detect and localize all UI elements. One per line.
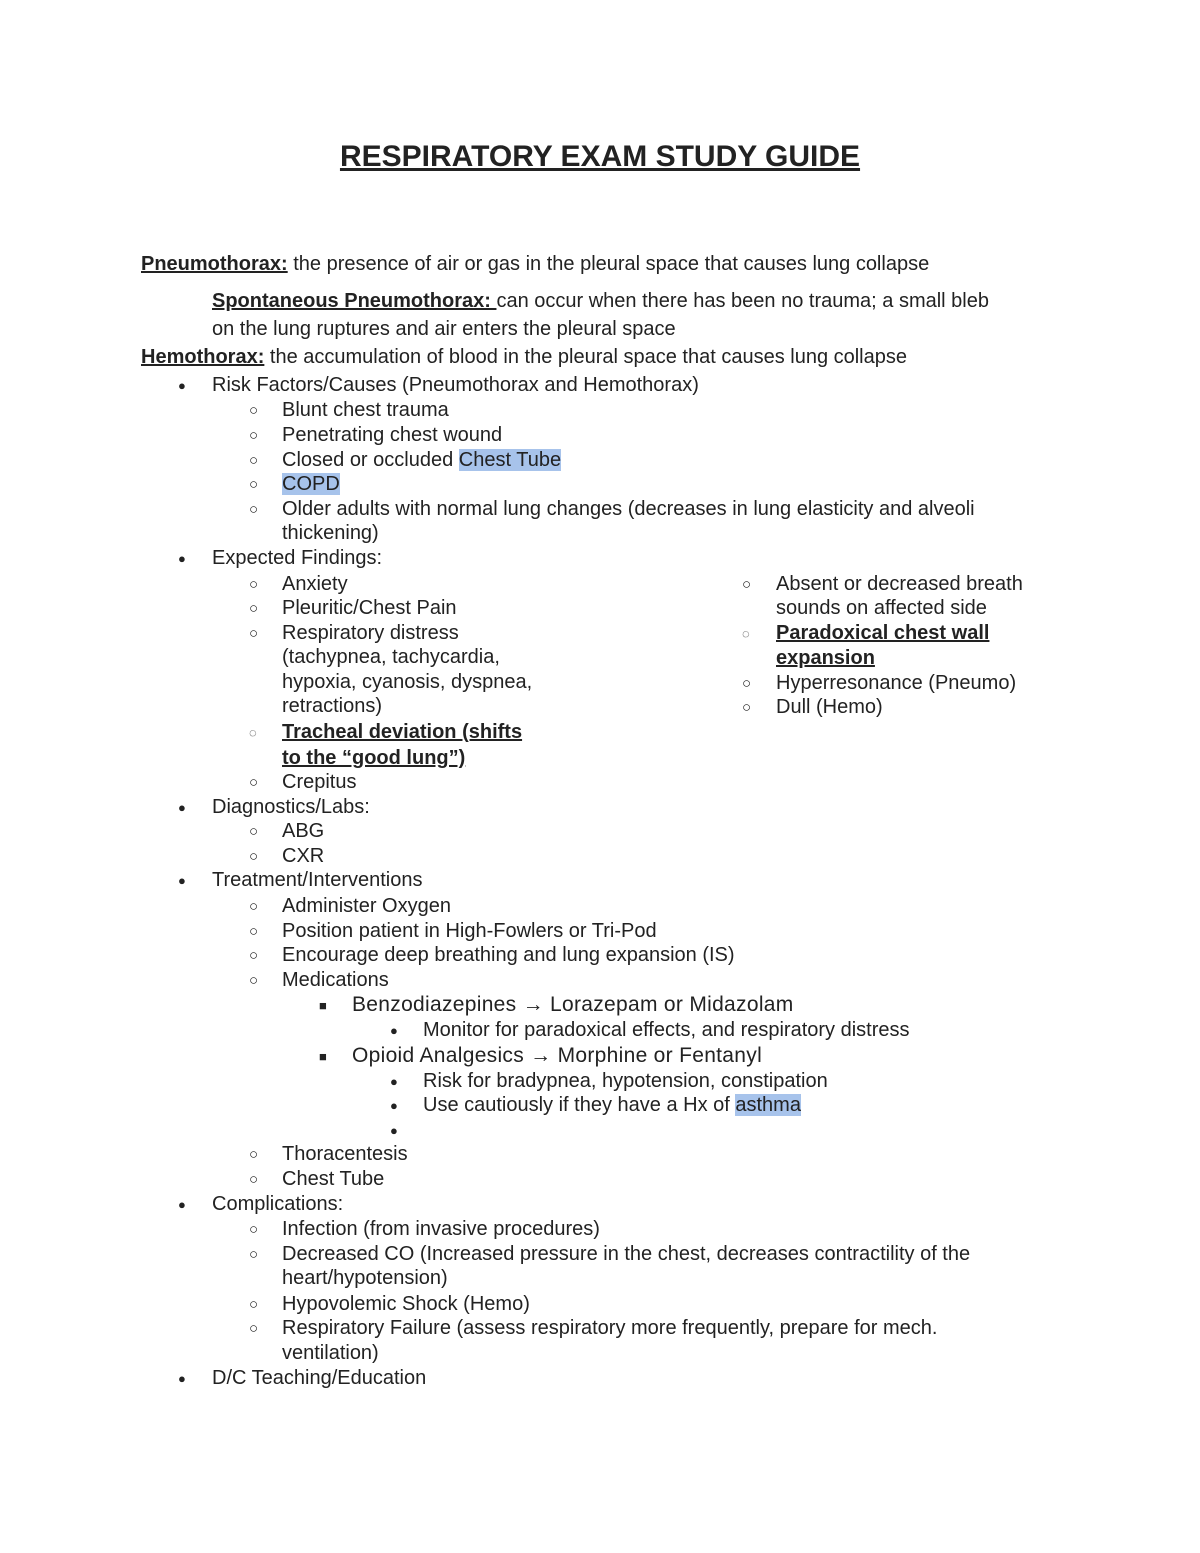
spontaneous-definition bbox=[212, 289, 989, 314]
list-item: Paradoxical chest wall bbox=[776, 622, 990, 644]
bullet-disc-icon bbox=[390, 1069, 398, 1094]
list-item: Anxiety bbox=[282, 573, 348, 595]
list-item: Administer Oxygen bbox=[282, 895, 451, 917]
bullet-circle-icon bbox=[249, 472, 258, 497]
bullet-circle-icon bbox=[249, 1316, 258, 1341]
treatment-heading: Treatment/Interventions bbox=[212, 869, 423, 891]
bullet-disc-icon bbox=[390, 1118, 398, 1143]
highlighted-asthma: asthma bbox=[735, 1094, 801, 1116]
bullet-disc-icon bbox=[178, 1192, 186, 1217]
bullet-circle-icon bbox=[249, 423, 258, 448]
bullet-circle-icon bbox=[249, 770, 258, 795]
list-item: Risk for bradypnea, hypotension, constipation bbox=[423, 1070, 828, 1092]
list-item: Blunt chest trauma bbox=[282, 399, 449, 421]
bullet-circle-icon bbox=[249, 1167, 258, 1192]
list-item: Penetrating chest wound bbox=[282, 424, 503, 446]
list-item: Crepitus bbox=[282, 771, 357, 793]
bullet-circle-icon bbox=[249, 943, 258, 968]
pneumothorax-definition bbox=[141, 252, 929, 277]
spontaneous-def-2: on the lung ruptures and air enters the pleural space bbox=[212, 318, 676, 340]
bullet-disc-icon bbox=[390, 1093, 398, 1118]
list-item: Hyperresonance (Pneumo) bbox=[776, 672, 1017, 694]
bullet-circle-icon bbox=[249, 596, 258, 621]
list-item: Pleuritic/Chest Pain bbox=[282, 597, 457, 619]
list-item-continued: hypoxia, cyanosis, dyspnea, bbox=[282, 671, 533, 693]
bullet-circle-icon bbox=[742, 671, 751, 696]
list-item: Tracheal deviation (shifts bbox=[282, 721, 523, 743]
risk-heading: Risk Factors/Causes (Pneumothorax and Hemothorax) bbox=[212, 374, 699, 396]
spontaneous-def-1: can occur when there has been no trauma; a small bleb bbox=[496, 290, 989, 312]
highlighted-chest-tube: Chest Tube bbox=[458, 449, 562, 471]
bullet-disc-icon bbox=[178, 546, 186, 571]
bullet-disc-icon bbox=[178, 373, 186, 398]
bullet-circle-icon bbox=[249, 1292, 258, 1317]
diagnostics-heading: Diagnostics/Labs: bbox=[212, 796, 370, 818]
list-item: Encourage deep breathing and lung expansion (IS) bbox=[282, 944, 735, 966]
list-item: Use cautiously if they have a Hx of asthma bbox=[423, 1094, 801, 1116]
hemothorax-term: Hemothorax: bbox=[141, 346, 265, 368]
bullet-circle-icon bbox=[249, 448, 258, 473]
bullet-circle-icon bbox=[742, 695, 751, 720]
list-item: Absent or decreased breath bbox=[776, 573, 1023, 595]
list-item-continued: (tachypnea, tachycardia, bbox=[282, 646, 500, 668]
complications-heading: Complications: bbox=[212, 1193, 344, 1215]
hemothorax-def: the accumulation of blood in the pleural space that causes lung collapse bbox=[264, 346, 907, 368]
bullet-circle-icon bbox=[249, 894, 258, 919]
list-item-continued: retractions) bbox=[282, 695, 383, 717]
list-item: Respiratory Failure (assess respiratory more frequently, prepare for mech. bbox=[282, 1317, 938, 1339]
bullet-circle-icon bbox=[742, 572, 751, 597]
spontaneous-term: Spontaneous Pneumothorax: bbox=[212, 290, 497, 312]
bullet-circle-icon bbox=[249, 919, 258, 944]
bullet-circle-icon bbox=[249, 819, 258, 844]
bullet-square-icon bbox=[319, 1044, 327, 1069]
list-item-continued: ventilation) bbox=[282, 1342, 379, 1364]
list-item: Opioid Analgesics → Morphine or Fentanyl bbox=[352, 1044, 763, 1067]
list-item-continued: to the “good lung”) bbox=[282, 747, 466, 769]
list-item-continued: thickening) bbox=[282, 522, 379, 544]
findings-heading: Expected Findings: bbox=[212, 547, 383, 569]
bullet-circle-icon bbox=[249, 572, 258, 597]
list-item: Position patient in High-Fowlers or Tri-Pod bbox=[282, 920, 657, 942]
list-item: Hypovolemic Shock (Hemo) bbox=[282, 1293, 530, 1315]
list-item: Thoracentesis bbox=[282, 1143, 408, 1165]
bullet-circle-icon bbox=[249, 497, 258, 522]
list-item: Dull (Hemo) bbox=[776, 696, 883, 718]
bullet-circle-icon bbox=[249, 621, 258, 646]
highlighted-copd: COPD bbox=[282, 473, 340, 495]
bullet-square-icon bbox=[319, 993, 327, 1018]
bullet-disc-icon bbox=[178, 1366, 186, 1391]
list-item: Older adults with normal lung changes (decreases in lung elasticity and alveoli bbox=[282, 498, 975, 520]
bullet-disc-icon bbox=[390, 1018, 398, 1043]
bullet-disc-icon bbox=[178, 868, 186, 893]
list-item: Closed or occluded Chest Tube bbox=[282, 449, 562, 471]
bullet-dotted-circle-icon bbox=[249, 720, 257, 745]
list-item-continued: expansion bbox=[776, 647, 875, 669]
list-item: Respiratory distress bbox=[282, 622, 459, 644]
list-item-continued: heart/hypotension) bbox=[282, 1267, 448, 1289]
bullet-circle-icon bbox=[249, 844, 258, 869]
bullet-circle-icon bbox=[249, 968, 258, 993]
list-item-continued: sounds on affected side bbox=[776, 597, 987, 619]
bullet-circle-icon bbox=[249, 398, 258, 423]
list-item: Benzodiazepines → Lorazepam or Midazolam bbox=[352, 993, 794, 1016]
bullet-disc-icon bbox=[178, 795, 186, 820]
pneumothorax-term: Pneumothorax: bbox=[141, 253, 288, 275]
list-item: ABG bbox=[282, 820, 325, 842]
bullet-dotted-circle-icon bbox=[742, 621, 750, 646]
list-item: CXR bbox=[282, 845, 325, 867]
bullet-circle-icon bbox=[249, 1242, 258, 1267]
list-item bbox=[282, 472, 340, 497]
bullet-circle-icon bbox=[249, 1142, 258, 1167]
list-item: Monitor for paradoxical effects, and respiratory distress bbox=[423, 1019, 910, 1041]
list-item: Decreased CO (Increased pressure in the chest, decreases contractility of the bbox=[282, 1243, 971, 1265]
dc-teaching-heading: D/C Teaching/Education bbox=[212, 1367, 427, 1389]
pneumothorax-def: the presence of air or gas in the pleural space that causes lung collapse bbox=[287, 253, 930, 275]
hemothorax-definition bbox=[141, 345, 907, 370]
list-item: Infection (from invasive procedures) bbox=[282, 1218, 600, 1240]
bullet-circle-icon bbox=[249, 1217, 258, 1242]
page-title: RESPIRATORY EXAM STUDY GUIDE bbox=[339, 140, 861, 173]
list-item: Chest Tube bbox=[282, 1168, 385, 1190]
list-item: Medications bbox=[282, 969, 389, 991]
